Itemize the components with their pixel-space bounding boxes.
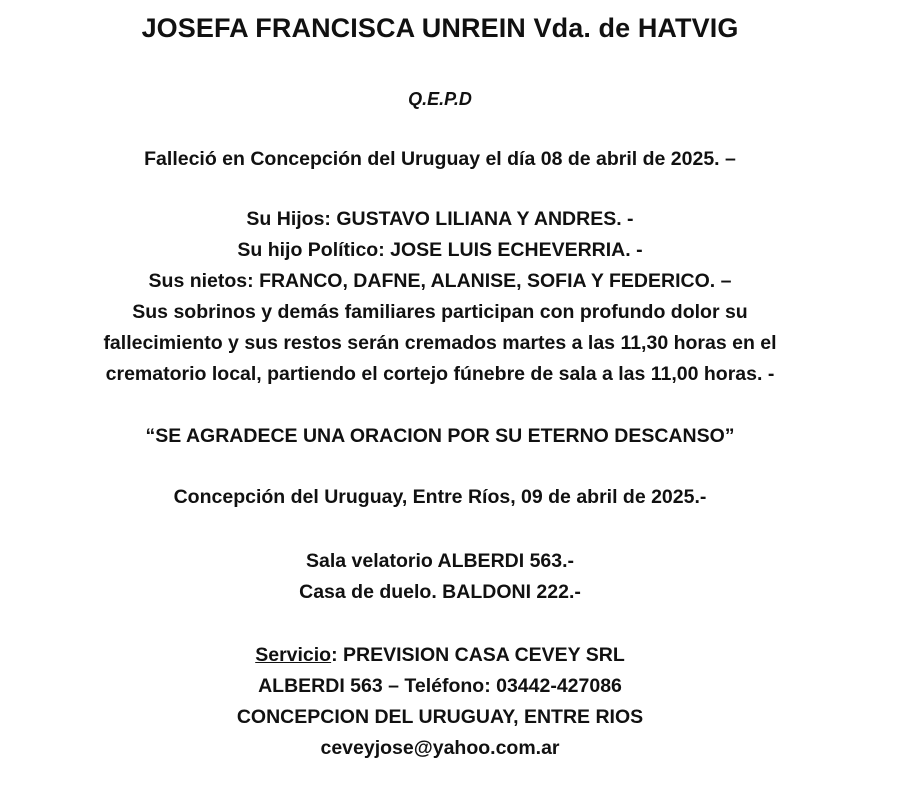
service-address-phone: ALBERDI 563 – Teléfono: 03442-427086 bbox=[258, 675, 622, 697]
family-paragraph-line: Sus sobrinos y demás familiares participan con profundo dolor su bbox=[132, 301, 748, 323]
death-announcement: Falleció en Concepción del Uruguay el día 08 de abril de 2025. – bbox=[144, 148, 736, 170]
prayer-request: “SE AGRADECE UNA ORACION POR SU ETERNO DESCANSO” bbox=[145, 425, 735, 447]
mourning-house: Casa de duelo. BALDONI 222.- bbox=[299, 581, 581, 603]
deceased-name: JOSEFA FRANCISCA UNREIN Vda. de HATVIG bbox=[141, 13, 739, 43]
son-in-law-line: Su hijo Político: JOSE LUIS ECHEVERRIA. - bbox=[237, 239, 643, 261]
service-label: Servicio bbox=[255, 644, 332, 666]
wake-room: Sala velatorio ALBERDI 563.- bbox=[305, 550, 575, 572]
children-line: Su Hijos: GUSTAVO LILIANA Y ANDRES. - bbox=[246, 208, 634, 230]
family-paragraph-line: crematorio local, partiendo el cortejo fúnebre de sala a las 11,00 horas. - bbox=[105, 363, 775, 385]
service-line bbox=[0, 640, 880, 670]
grandchildren-line: Sus nietos: FRANCO, DAFNE, ALANISE, SOFIA Y FEDERICO. – bbox=[148, 270, 732, 292]
service-email: ceveyjose@yahoo.com.ar bbox=[320, 737, 560, 759]
place-date: Concepción del Uruguay, Entre Ríos, 09 de abril de 2025.- bbox=[173, 486, 707, 508]
qepd-text: Q.E.P.D bbox=[408, 89, 472, 109]
service-city: CONCEPCION DEL URUGUAY, ENTRE RIOS bbox=[236, 706, 644, 728]
family-paragraph-line: fallecimiento y sus restos serán cremados martes a las 11,30 horas en el bbox=[103, 332, 777, 354]
service-provider: : PREVISION CASA CEVEY SRL bbox=[331, 644, 625, 666]
